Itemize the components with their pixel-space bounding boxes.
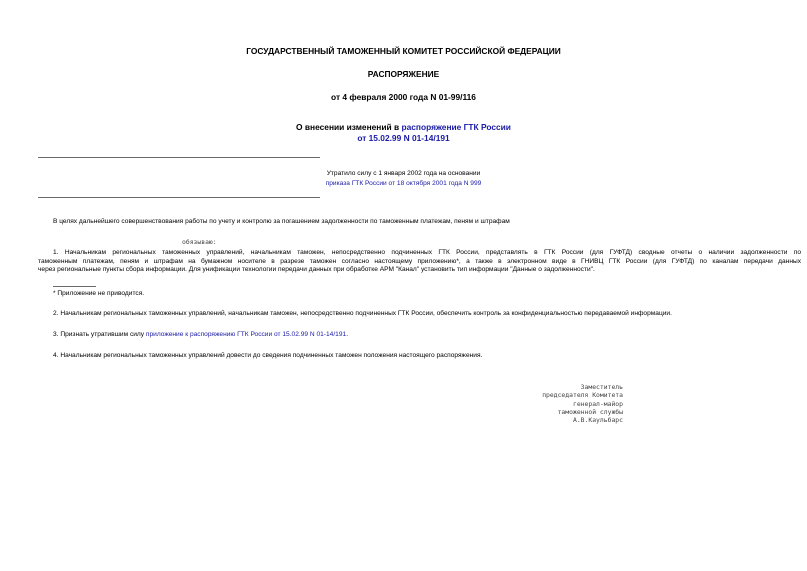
paragraph-1 (38, 249, 801, 275)
footnote-text: * Приложение не приводится. (53, 290, 145, 297)
preamble-text: В целях дальнейшего совершенствования работы по учету и контролю за погашением задолженности по таможенным платежам, пеням и штрафам (53, 218, 510, 225)
paragraph-2: 2. Начальникам региональных таможенных управлений, начальникам таможен, непосредственно подчиненных ГТК России, обеспечить контроль за конфиденциальностью передаваемой информации. (53, 310, 672, 317)
document-title-line2 (0, 133, 807, 143)
signature-line-4: таможенной службы (557, 407, 623, 416)
signature-line-3: генерал-майор (572, 399, 623, 408)
title-prefix: О внесении изменений в (296, 122, 402, 132)
obligate-text: обязываю: (182, 238, 217, 246)
status-note: Утратило силу с 1 января 2002 года на основании (326, 170, 481, 177)
title-link-order[interactable]: распоряжение ГТК России (401, 122, 511, 132)
paragraph-3-prefix: 3. Признать утратившим силу (53, 331, 146, 338)
signature-line-5: А.В.Каульбарс (572, 416, 623, 425)
signature-line-1: Заместитель (580, 383, 623, 391)
document-title (0, 122, 807, 132)
paragraph-3 (53, 331, 348, 340)
status-link-order[interactable]: приказа ГТК России от 18 октября 2001 года N 999 (325, 180, 482, 187)
separator-top (38, 157, 320, 158)
status-note-line2 (0, 180, 807, 187)
signature-block (542, 383, 623, 424)
document-date-number: от 4 февраля 2000 года N 01-99/116 (331, 92, 476, 102)
title-link-order-date[interactable]: от 15.02.99 N 01-14/191 (357, 133, 450, 143)
paragraph-1-line2: таможенным платежам, пеням и штрафам на бумажном носителе в разрезе таможен согласно настоящему приложению*, а также в электронном виде в ГНИВЦ ГТК России (для ГУФТД) по каналам передачи данных (38, 257, 801, 265)
committee-heading: ГОСУДАРСТВЕННЫЙ ТАМОЖЕННЫЙ КОМИТЕТ РОССИЙСКОЙ ФЕДЕРАЦИИ (246, 46, 561, 56)
signature-line-2: председателя Комитета (542, 391, 623, 400)
paragraph-1-line3: через региональные пункты сбора информации. Для унификации технологии передачи данных при обработке АРМ "Канал" установить тип информации "Данные о задолженности". (38, 266, 595, 274)
paragraph-3-suffix: . (346, 331, 349, 338)
footnote-separator (53, 286, 96, 287)
paragraph-1-line1: 1. Начальникам региональных таможенных управлений, начальникам таможен, непосредственно подчиненных ГТК России, представлять в ГТК России (для ГУФТД) сводные отчеты о наличии задолженности по (53, 249, 801, 256)
paragraph-3-link[interactable]: приложение к распоряжению ГТК России от 15.02.99 N 01-14/191 (145, 331, 347, 338)
separator-bottom (38, 197, 320, 198)
document-type-heading: РАСПОРЯЖЕНИЕ (367, 69, 440, 79)
paragraph-4: 4. Начальникам региональных таможенных управлений довести до сведения подчиненных таможен положения настоящего распоряжения. (53, 352, 483, 359)
